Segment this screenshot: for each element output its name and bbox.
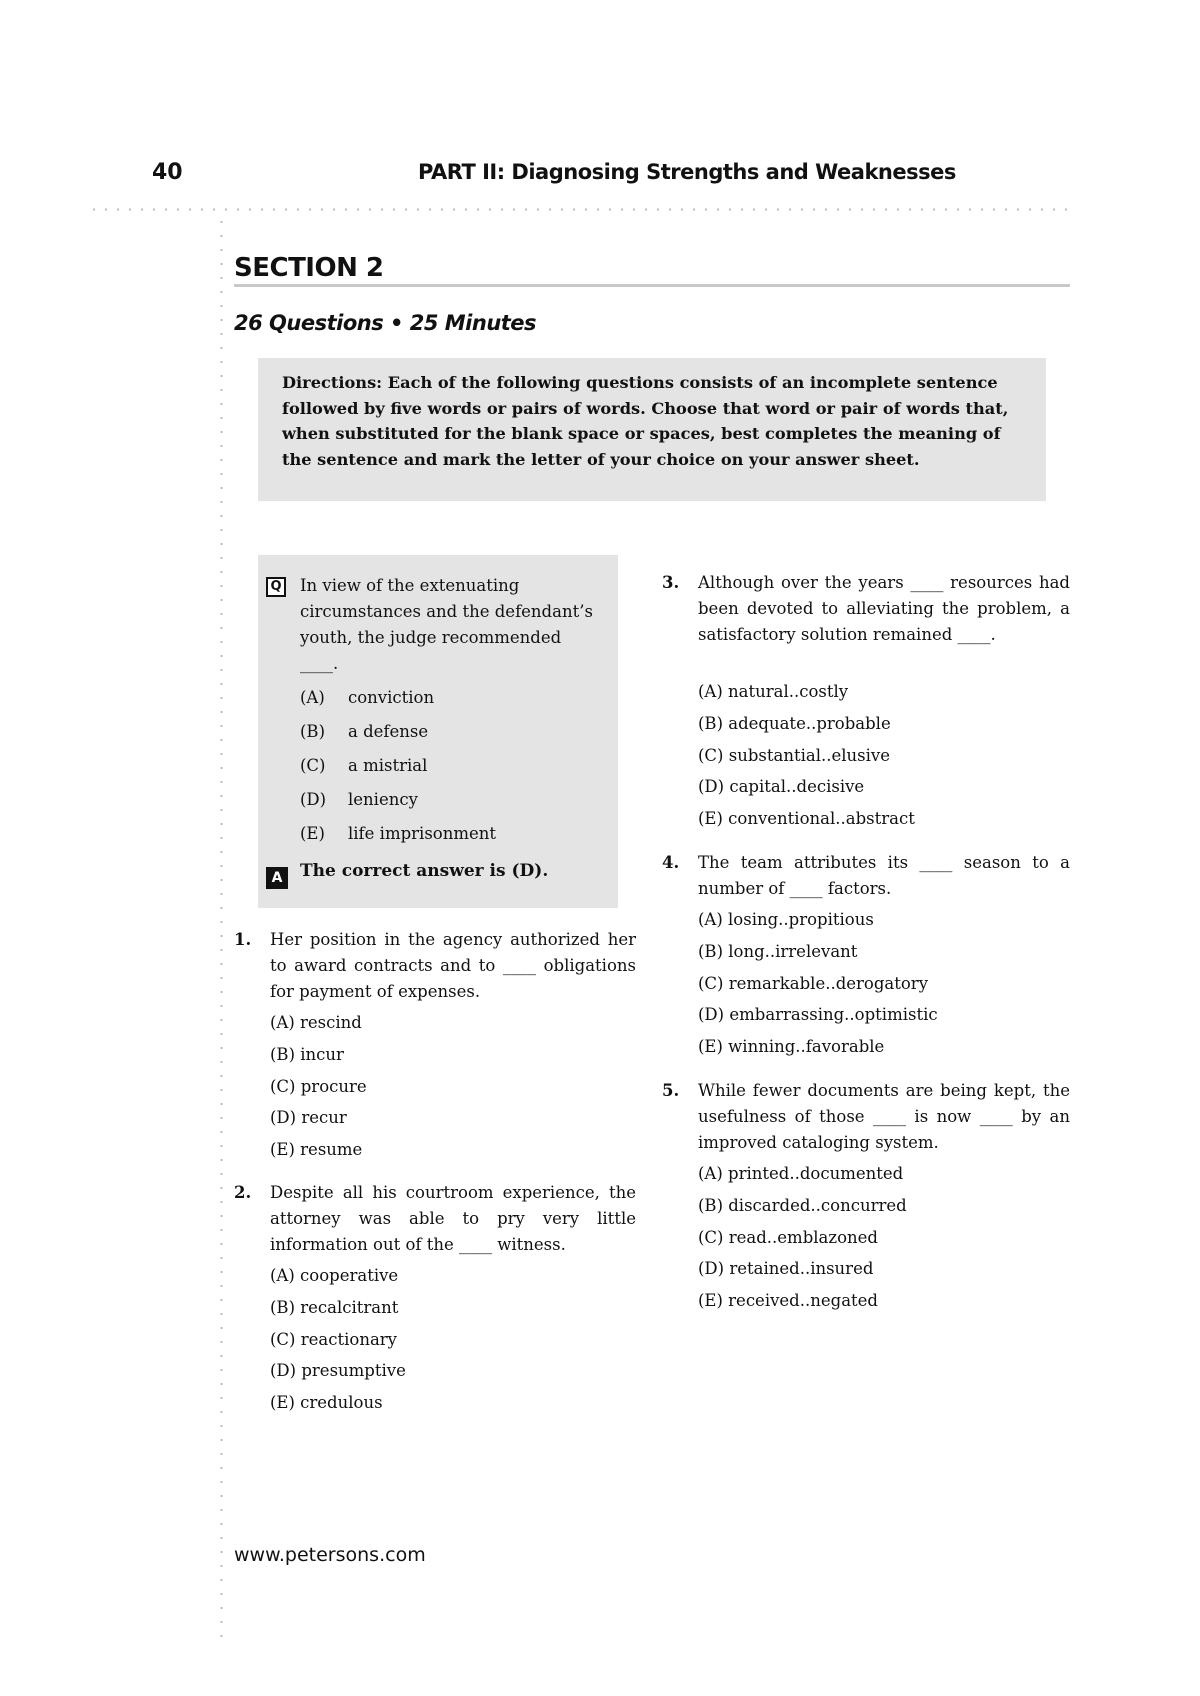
question-choices [698, 676, 915, 835]
question-stem: Although over the years ____ resources had been devoted to alleviating the problem, a satisfactory solution remained ____. [698, 573, 1070, 644]
question-number: 1. [234, 930, 252, 949]
answer-choice: (D) retained..insured [698, 1259, 874, 1279]
question-choices [270, 1260, 406, 1419]
answer-choice: (B) long..irrelevant [698, 941, 858, 961]
answer-choice: (C) substantial..elusive [698, 745, 890, 765]
question-stem: Her position in the agency authorized her to award contracts and to ____ obligations for payment of expenses. [270, 930, 636, 1001]
choice-letter: (A) [300, 688, 325, 707]
answer-choice: (C) read..emblazoned [698, 1227, 878, 1247]
answer-choice: (D) recur [270, 1108, 347, 1128]
answer-choice: (D) embarrassing..optimistic [698, 1005, 938, 1025]
choice-text: a defense [348, 722, 429, 741]
answer-choice: (E) received..negated [698, 1291, 878, 1311]
running-head: PART II: Diagnosing Strengths and Weaknesses [418, 160, 956, 184]
answer-choice: (A) cooperative [270, 1266, 399, 1285]
answer-choice: (E) winning..favorable [698, 1037, 885, 1057]
answer-choice: (C) remarkable..derogatory [698, 973, 929, 993]
page-number: 40 [152, 160, 183, 185]
question-badge-icon: Q [266, 577, 286, 597]
example-box [258, 555, 618, 908]
choice-letter: (C) [300, 756, 326, 775]
question-choices [698, 1158, 907, 1317]
example-choice [300, 715, 496, 749]
choice-text: a mistrial [348, 756, 428, 775]
example-stem: In view of the extenuating circumstances and the defendant’s youth, the judge recommended ____. [300, 576, 593, 673]
answer-choice: (A) losing..propitious [698, 910, 874, 929]
answer-choice: (C) procure [270, 1076, 367, 1096]
answer-choice: (A) rescind [270, 1013, 362, 1032]
answer-choice: (E) conventional..abstract [698, 809, 915, 829]
answer-choice: (B) incur [270, 1044, 344, 1064]
answer-choice: (A) natural..costly [698, 682, 849, 701]
example-choices [300, 681, 496, 851]
question-number: 3. [662, 573, 680, 592]
dotted-divider [88, 208, 1070, 211]
answer-choice: (B) adequate..probable [698, 713, 891, 733]
question-stem: While fewer documents are being kept, the usefulness of those ____ is now ____ by an improved cataloging system. [698, 1081, 1070, 1152]
answer-choice: (C) reactionary [270, 1329, 397, 1349]
footer-url: www.petersons.com [234, 1544, 426, 1566]
answer-choice: (E) credulous [270, 1393, 383, 1413]
choice-text: life imprisonment [348, 824, 497, 843]
example-answer: The correct answer is (D). [300, 861, 549, 881]
example-choice [300, 817, 496, 851]
question-choices [270, 1007, 367, 1166]
example-choice [300, 749, 496, 783]
choice-letter: (B) [300, 722, 325, 741]
question-number: 4. [662, 853, 680, 872]
example-choice [300, 783, 496, 817]
section-title: SECTION 2 [234, 253, 384, 283]
example-choice [300, 681, 496, 715]
question-stem: The team attributes its ____ season to a number of ____ factors. [698, 853, 1070, 898]
question-number: 2. [234, 1183, 252, 1202]
answer-choice: (E) resume [270, 1140, 363, 1160]
choice-text: leniency [348, 790, 418, 809]
section-meta: 26 Questions • 25 Minutes [234, 311, 537, 335]
answer-choice: (B) discarded..concurred [698, 1195, 907, 1215]
directions-body: Each of the following questions consists of an incomplete sentence followed by five words or pairs of words. Choose that word or pair of words that, when substituted for the blank space or spaces, best completes the meaning of the sentence and mark the letter of your choice on your answer sheet. [282, 373, 1009, 469]
answer-choice: (A) printed..documented [698, 1164, 904, 1183]
directions-label: Directions: [282, 373, 383, 392]
question-number: 5. [662, 1081, 680, 1100]
answer-choice: (D) presumptive [270, 1361, 406, 1381]
choice-letter: (D) [300, 790, 327, 809]
dotted-margin-rule [220, 215, 223, 1645]
choice-text: conviction [348, 688, 435, 707]
directions-box [258, 358, 1046, 501]
answer-choice: (D) capital..decisive [698, 777, 865, 797]
directions-text [282, 370, 1022, 472]
question-stem: Despite all his courtroom experience, the attorney was able to pry very little information out of the ____ witness. [270, 1183, 636, 1254]
answer-badge-icon: A [266, 867, 288, 889]
question-choices [698, 904, 938, 1063]
answer-choice: (B) recalcitrant [270, 1297, 399, 1317]
section-rule [234, 284, 1070, 287]
choice-letter: (E) [300, 824, 325, 843]
